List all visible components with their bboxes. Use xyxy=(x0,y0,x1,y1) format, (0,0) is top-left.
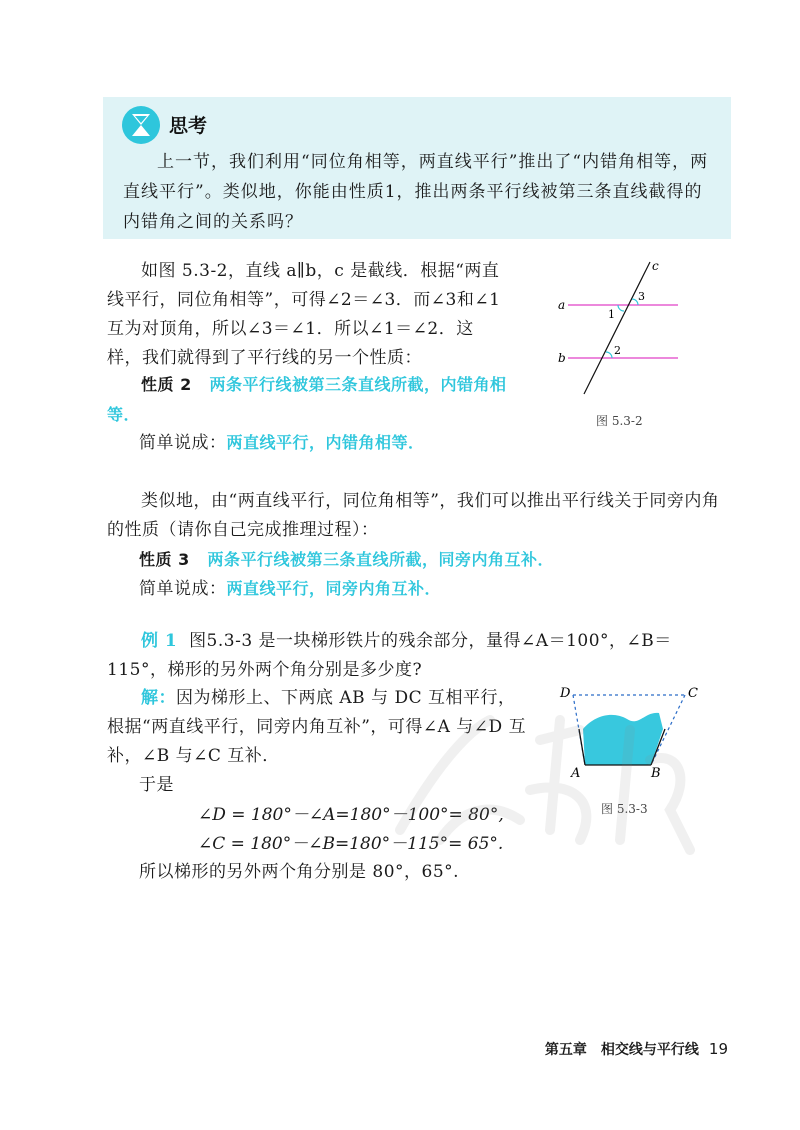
property-3-brief-label: 简单说成： xyxy=(139,579,227,599)
label-c: c xyxy=(652,259,659,273)
watermark-graphic xyxy=(380,700,710,860)
example-1-question xyxy=(107,627,732,685)
hourglass-icon xyxy=(121,105,161,145)
example-1-label: 例 1 xyxy=(141,631,178,651)
angle-1-arc xyxy=(618,305,624,311)
angle-2-arc xyxy=(606,352,612,358)
so-text: 于是 xyxy=(139,775,174,795)
property-2-label: 性质 2 xyxy=(141,375,192,394)
property-2-brief xyxy=(139,428,425,458)
property-3-text: 两条平行线被第三条直线所截，同旁内角互补． xyxy=(207,550,554,569)
label-B: B xyxy=(651,766,661,781)
paragraph-2: 类似地，由“两直线平行，同位角相等”，我们可以推出平行线关于同旁内角的性质（请你自己完成推理过程）： xyxy=(107,491,720,540)
property-2-text: 两条平行线被第三条直线所截，内错角相等． xyxy=(107,375,507,424)
label-a: a xyxy=(558,298,566,312)
equation-c: ∠C = 180°－∠B=180°－115°= 65°. xyxy=(198,834,504,854)
property-2 xyxy=(107,370,507,430)
property-3-brief-text: 两直线平行，同旁内角互补． xyxy=(226,579,442,598)
label-1: 1 xyxy=(608,308,615,321)
solution-text: 因为梯形上、下两底 AB 与 DC 互相平行，根据“两直线平行，同旁内角互补”，可得∠A 与∠D 互补，∠B 与∠C 互补． xyxy=(107,688,527,766)
label-C: C xyxy=(688,686,698,701)
label-2: 2 xyxy=(614,344,621,357)
solution-label: 解： xyxy=(141,688,176,708)
chapter-title: 第五章 相交线与平行线 xyxy=(544,1042,699,1058)
page-footer xyxy=(545,1039,728,1059)
think-title: 思考 xyxy=(169,115,208,137)
think-text: 上一节，我们利用“同位角相等，两直线平行”推出了“内错角相等，两直线平行”。类似地，你能由性质1，推出两条平行线被第三条直线截得的内错角之间的关系吗？ xyxy=(123,152,709,232)
property-2-brief-text: 两直线平行，内错角相等． xyxy=(226,433,425,452)
figure-5-3-3-caption: 图 5.3-3 xyxy=(601,802,648,816)
line-c xyxy=(584,262,650,394)
page-number: 19 xyxy=(708,1040,728,1058)
label-b: b xyxy=(558,351,566,365)
figure-5-3-2-caption: 图 5.3-2 xyxy=(596,414,643,428)
label-3: 3 xyxy=(638,290,645,303)
conclusion: 所以梯形的另外两个角分别是 80°，65°. xyxy=(139,862,460,882)
figure-5-3-2 xyxy=(548,258,688,398)
property-3-brief xyxy=(139,574,441,604)
label-D: D xyxy=(560,686,571,701)
property-3 xyxy=(139,545,554,575)
property-3-label: 性质 3 xyxy=(139,550,190,569)
property-2-brief-label: 简单说成： xyxy=(139,433,227,453)
example-1-question-text: 图5.3-3 是一块梯形铁片的残余部分，量得∠A＝100°，∠B＝115°，梯形的另外两个角分别是多少度? xyxy=(107,631,672,680)
think-box xyxy=(103,97,731,239)
paragraph-1: 如图 5.3-2，直线 a∥b，c 是截线．根据“两直线平行，同位角相等”，可得∠2＝∠3．而∠3和∠1 互为对顶角，所以∠3＝∠1．所以∠1＝∠2．这样，我们就得到了平行线的另一个性质： xyxy=(107,261,501,368)
label-A: A xyxy=(571,766,581,781)
equation-d: ∠D = 180°－∠A=180°－100°= 80°, xyxy=(198,805,504,825)
